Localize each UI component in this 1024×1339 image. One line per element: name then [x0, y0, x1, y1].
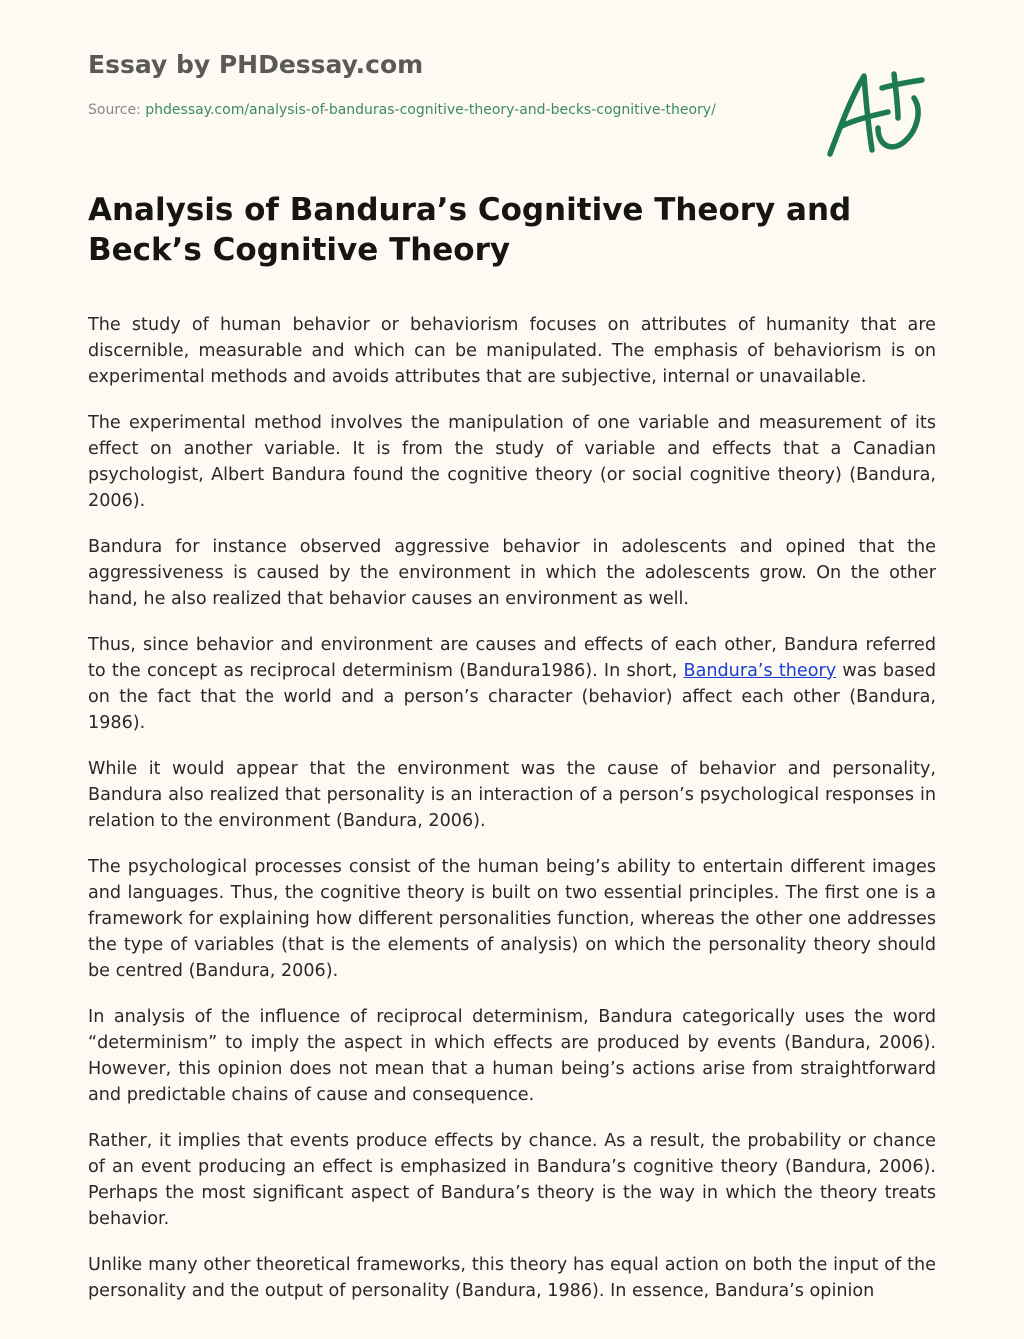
paragraph: Rather, it implies that events produce effects by chance. As a result, the probability or chance of an event producing an effect is emphasized in Bandura’s cognitive theory (Bandura, 2006). Perhaps the most significant aspect of Bandura’s theory is the way in which the theory treats behavior. [88, 1131, 936, 1229]
paragraph: Unlike many other theoretical frameworks, this theory has equal action on both the input of the personality and the output of personality (Bandura, 1986). In essence, Bandura’s opinion [88, 1255, 936, 1301]
paragraph: Bandura for instance observed aggressive behavior in adolescents and opined that the aggressiveness is caused by the environment in which the adolescents grow. On the other hand, he also realized that behavior causes an environment as well. [88, 537, 936, 609]
paragraph: The experimental method involves the manipulation of one variable and measurement of its effect on another variable. It is from the study of variable and effects that a Canadian psychologist, Albert Bandura found the cognitive theory (or social cognitive theory) (Bandura, 2006). [88, 413, 936, 511]
paragraph: In analysis of the influence of reciprocal determinism, Bandura categorically uses the word “determinism” to imply the aspect in which effects are produced by events (Bandura, 2006). However, this opinion does not mean that a human being’s actions arise from straightforward and predictable chains of cause and consequence. [88, 1007, 936, 1105]
paragraph: The study of human behavior or behaviorism focuses on attributes of humanity that are discernible, measurable and which can be manipulated. The emphasis of behaviorism is on experimental methods and avoids attributes that are subjective, internal or unavailable. [88, 315, 936, 387]
paragraph: While it would appear that the environment was the cause of behavior and personality, Bandura also realized that personality is an interaction of a person’s psychological responses in relation to the environment (Bandura, 2006). [88, 759, 936, 831]
a-plus-logo [818, 62, 930, 166]
article-title: Analysis of Bandura’s Cognitive Theory and Beck’s Cognitive Theory [88, 192, 852, 268]
paragraph [88, 632, 936, 736]
source-line [88, 102, 716, 118]
source-label: Source: [88, 102, 141, 118]
site-brand: Essay by PHDessay.com [88, 50, 424, 79]
source-link[interactable]: phdessay.com/analysis-of-banduras-cognitive-theory-and-becks-cognitive-theory/ [145, 102, 716, 118]
paragraph-text: was based on the fact that the world and a person’s character (behavior) affect each other (Bandura, 1986). [88, 661, 936, 733]
paragraph: The psychological processes consist of the human being’s ability to entertain different images and languages. Thus, the cognitive theory is built on two essential principles. The first one is a framework for explaining how different personalities function, whereas the other one addresses the type of variables (that is the elements of analysis) on which the personality theory should be centred (Bandura, 2006). [88, 857, 936, 981]
paragraph-text: Thus, since behavior and environment are causes and effects of each other, Bandura referred to the concept as reciprocal determinism (Bandura1986). In short, [88, 635, 936, 681]
banduras-theory-link[interactable]: Bandura’s theory [683, 661, 837, 681]
article-body [88, 312, 936, 1301]
